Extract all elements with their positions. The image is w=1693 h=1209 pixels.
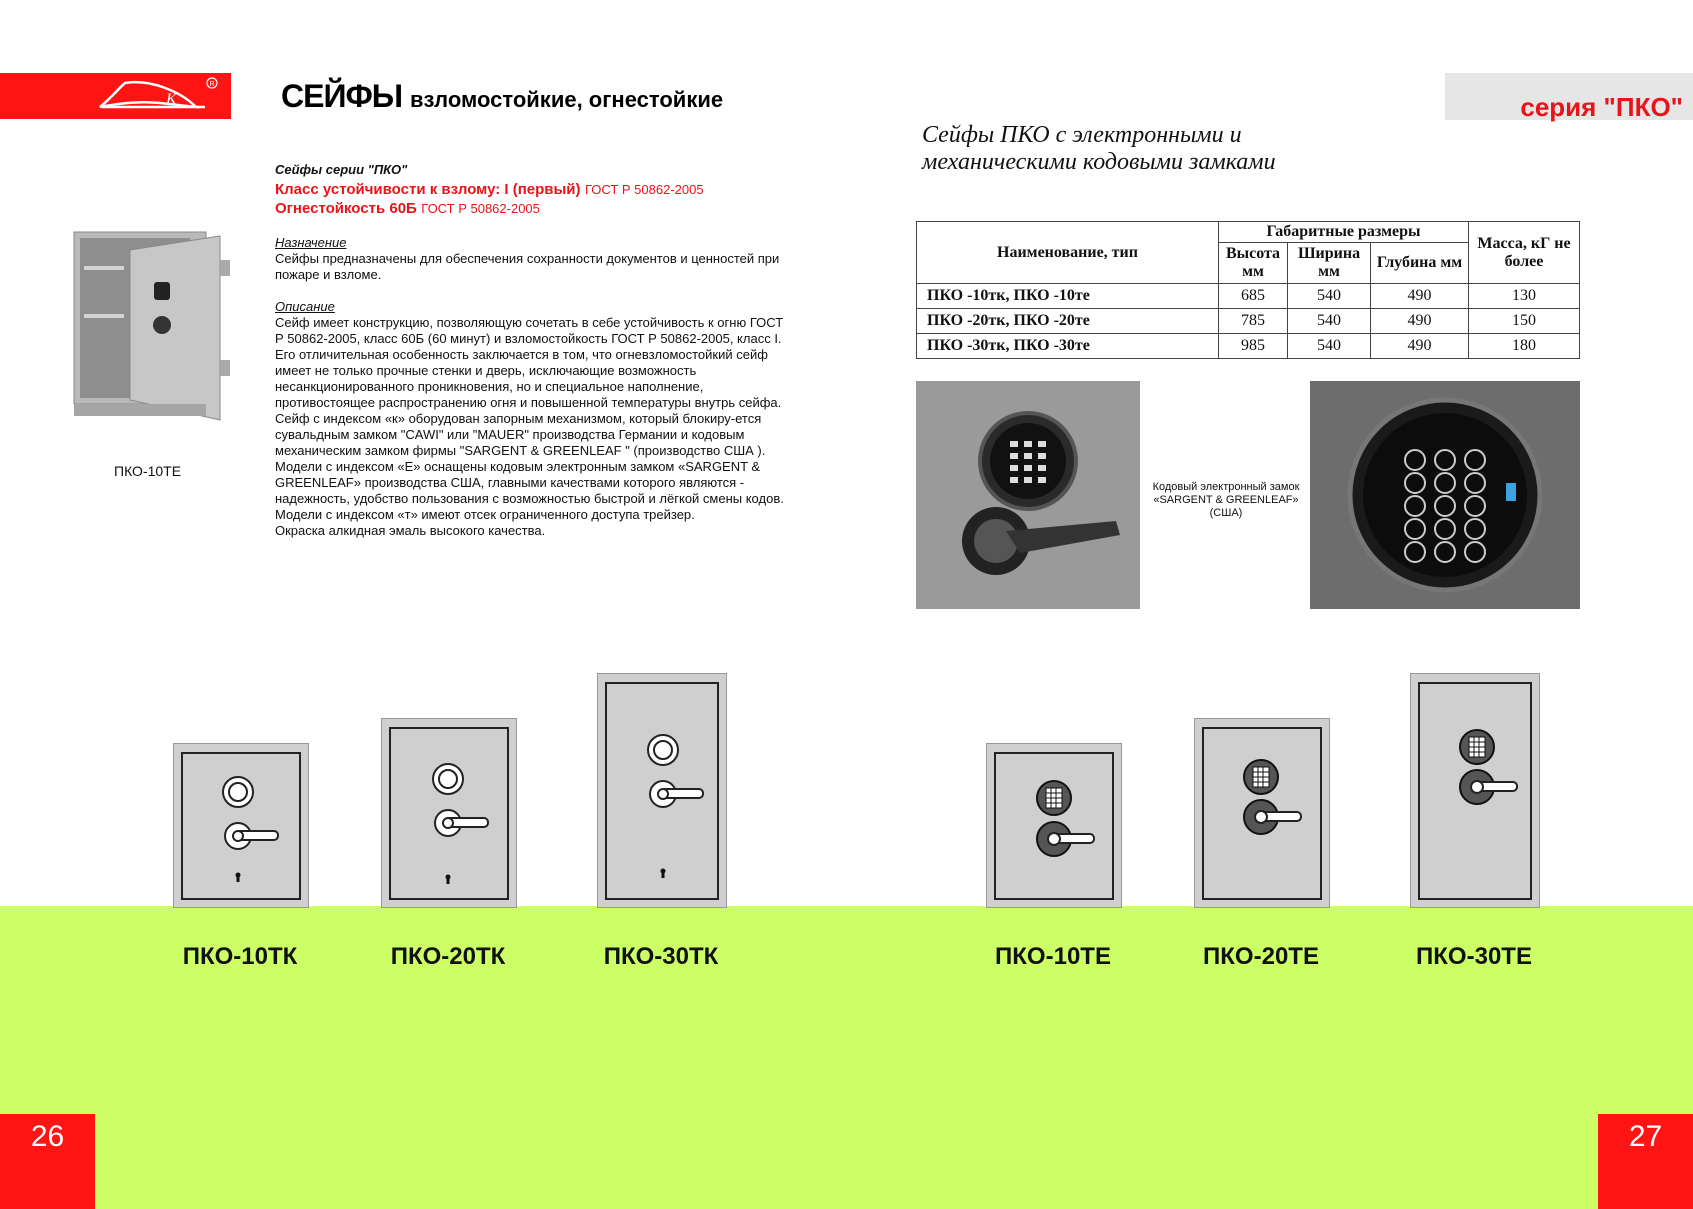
model-label: ПКО-10ТК xyxy=(182,943,298,970)
safe-diagram xyxy=(381,718,517,908)
title-sub: взломостойкие, огнестойкие xyxy=(409,87,724,112)
keypad-photo xyxy=(1310,381,1580,609)
paragraph: Сейф имеет конструкцию, позволяющую сочетать в себе устойчивость к огню ГОСТ Р 50862-2005, класс 60Б (60 минут) и взломостойкость ГОСТ Р 50862-2005, класс I. xyxy=(275,315,784,346)
description-text xyxy=(275,235,795,539)
svg-text:R: R xyxy=(209,81,215,88)
class-label: Класс устойчивости к взлому: I (первый) xyxy=(275,181,581,198)
model-label: ПКО-10ТЕ xyxy=(995,943,1111,970)
svg-text:К: К xyxy=(166,91,177,108)
model-label: ПКО-30ТЕ xyxy=(1416,943,1532,970)
cell-height: 685 xyxy=(1219,284,1288,309)
paragraph: Сейф с индексом «к» оборудован запорным механизмом, который блокиру-ется сувальдным замком "CAWI" или "MAUER" производства Германии и кодовым механическим замком фирмы "SARGENT & GREENLEAF " (производство США ). xyxy=(275,411,766,458)
specs-table xyxy=(916,221,1580,359)
dial-and-handle-icon xyxy=(382,719,516,907)
cell-name: ПКО -10тк, ПКО -10те xyxy=(917,284,1219,309)
paragraph: Модели с индексом «т» имеют отсек ограниченного доступа трейзер. xyxy=(275,507,695,522)
page-number-left: 26 xyxy=(0,1114,95,1209)
series-title: Сейфы серии "ПКО" xyxy=(275,162,408,177)
page-title xyxy=(281,78,723,115)
cell-name: ПКО -30тк, ПКО -30те xyxy=(917,334,1219,359)
cell-mass: 150 xyxy=(1469,309,1580,334)
dial-and-handle-icon xyxy=(598,674,726,907)
model-label: ПКО-30ТК xyxy=(603,943,719,970)
table-row xyxy=(917,334,1580,359)
table-row xyxy=(917,309,1580,334)
paragraph: Модели с индексом «Е» оснащены кодовым электронным замком «SARGENT & GREENLEAF» производства США, главными качествами которого являются - надежность, удобство пользования с возможностью быстрой и лёгкой смены кодов. xyxy=(275,459,784,506)
heading-line: механическими кодовыми замками xyxy=(922,149,1276,175)
keypad-and-handle-icon xyxy=(987,744,1121,907)
title-main: СЕЙФЫ xyxy=(281,78,403,114)
lock-caption: Кодовый электронный замок «SARGENT & GREENLEAF» (США) xyxy=(1152,481,1300,519)
col-header-height: Высота мм xyxy=(1219,243,1288,284)
cell-height: 985 xyxy=(1219,334,1288,359)
cell-height: 785 xyxy=(1219,309,1288,334)
description-heading: Описание xyxy=(275,299,335,314)
lock-photo xyxy=(916,381,1140,609)
dial-and-handle-icon xyxy=(174,744,308,907)
product-photo xyxy=(70,230,240,435)
fire-gost: ГОСТ Р 50862-2005 xyxy=(421,201,540,216)
intro-block xyxy=(275,162,795,218)
cell-mass: 130 xyxy=(1469,284,1580,309)
keypad-and-handle-icon xyxy=(1411,674,1539,907)
cell-width: 540 xyxy=(1288,309,1371,334)
logo-icon xyxy=(0,73,231,119)
heading-line: Сейфы ПКО с электронными и xyxy=(922,122,1242,148)
safe-diagram xyxy=(1410,673,1540,908)
cell-depth: 490 xyxy=(1371,284,1469,309)
class-line xyxy=(275,181,795,199)
cell-depth: 490 xyxy=(1371,334,1469,359)
model-label: ПКО-20ТЕ xyxy=(1203,943,1319,970)
fire-line xyxy=(275,200,795,218)
cell-depth: 490 xyxy=(1371,309,1469,334)
safe-diagram xyxy=(597,673,727,908)
col-header-width: Ширина мм xyxy=(1288,243,1371,284)
cell-mass: 180 xyxy=(1469,334,1580,359)
col-header-mass: Масса, кГ не более xyxy=(1469,222,1580,284)
cell-width: 540 xyxy=(1288,284,1371,309)
col-header-name: Наименование, тип xyxy=(917,222,1219,284)
col-header-dims: Габаритные размеры xyxy=(1219,222,1469,243)
model-label: ПКО-20ТК xyxy=(390,943,506,970)
fire-label: Огнестойкость 60Б xyxy=(275,200,417,217)
safe-diagram xyxy=(986,743,1122,908)
paragraph: Его отличительная особенность заключается в том, что огневзломостойкий сейф имеет не только прочные стенки и дверь, исключающие возможность несанкционированного проникновения, но и специальное наполнение, противостоящее распространению огня и повышенной температуры внутрь сейфа. xyxy=(275,347,782,410)
safe-diagram xyxy=(1194,718,1330,908)
purpose-heading: Назначение xyxy=(275,235,347,250)
photo-caption: ПКО-10ТЕ xyxy=(114,463,182,479)
cell-name: ПКО -20тк, ПКО -20те xyxy=(917,309,1219,334)
paragraph: Окраска алкидная эмаль высокого качества. xyxy=(275,523,546,538)
series-label: серия "ПКО" xyxy=(1520,92,1683,122)
purpose-text: Сейфы предназначены для обеспечения сохранности документов и ценностей при пожаре и взломе. xyxy=(275,251,780,282)
brand-logo xyxy=(0,73,231,119)
col-header-depth: Глубина мм xyxy=(1371,243,1469,284)
page-number-right: 27 xyxy=(1598,1114,1693,1209)
section-heading xyxy=(922,122,1442,176)
keypad-and-handle-icon xyxy=(1195,719,1329,907)
table-row xyxy=(917,284,1580,309)
safe-diagram xyxy=(173,743,309,908)
class-gost: ГОСТ Р 50862-2005 xyxy=(584,182,704,197)
cell-width: 540 xyxy=(1288,334,1371,359)
